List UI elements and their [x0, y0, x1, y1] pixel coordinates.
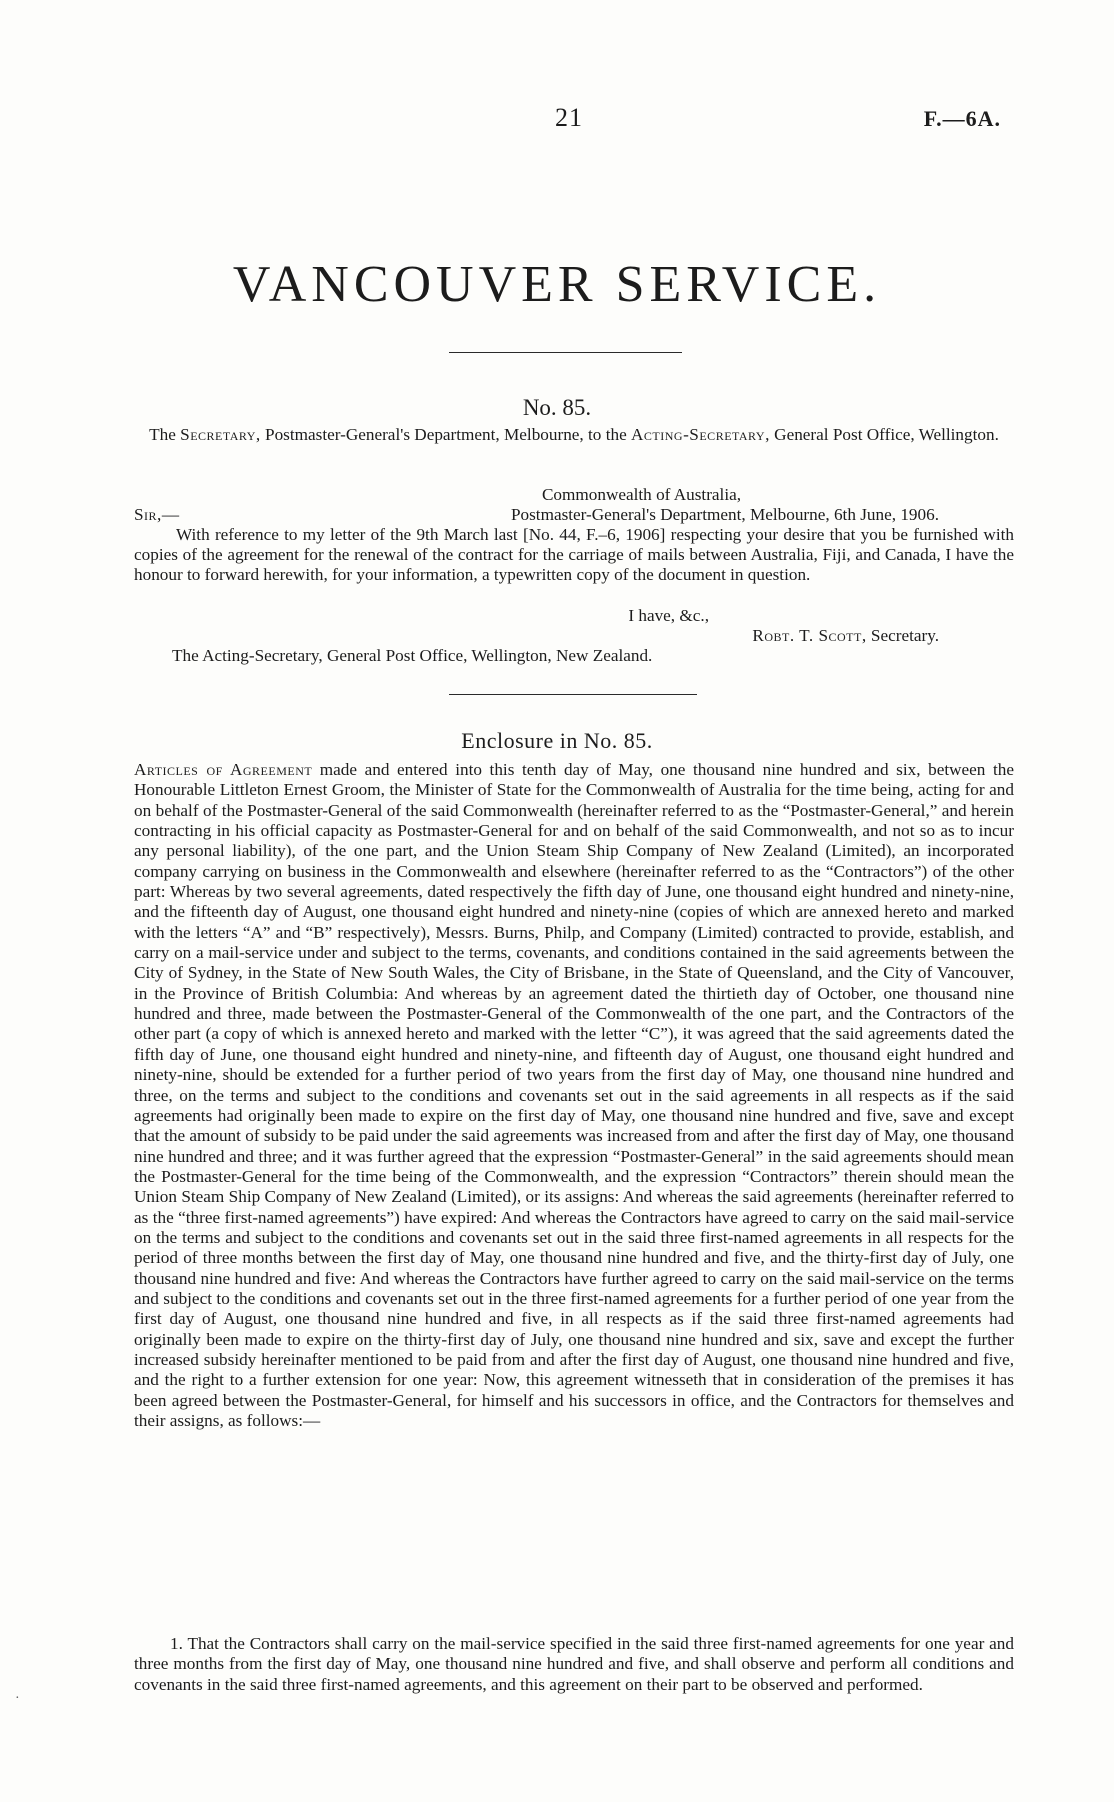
signature-title: Secretary.: [866, 626, 939, 646]
heading-end: General Post Office, Wellington.: [769, 425, 999, 444]
signature-name: Robt. T. Scott,: [752, 626, 867, 646]
letter-body: With reference to my letter of the 9th March last [No. 44, F.–6, 1906] respecting your desire that you be furnished with copies of the agreement for the renewal of the contract for the carriage of mails between Australia, Fiji, and Canada, I have the honour to forward herewith, for your information, a typewritten copy of the document in question.: [134, 525, 1014, 585]
heading-sender: Secretary,: [180, 425, 261, 444]
salutation: Sir,—: [134, 505, 180, 524]
enclosure-opening: Articles of Agreement: [134, 760, 313, 779]
address-line-1: Commonwealth of Australia,: [541, 485, 742, 504]
sender-address: [134, 485, 1014, 525]
heading-prefix: The: [149, 425, 181, 444]
enclosure-heading: Enclosure in No. 85.: [461, 728, 653, 753]
heading-recipient: Acting-Secretary,: [631, 425, 770, 444]
letter-number: No. 85.: [522, 395, 592, 420]
page-number: 21: [555, 103, 583, 132]
signature: [134, 626, 939, 646]
divider-rule: [449, 694, 697, 695]
letter-heading: [134, 425, 1014, 445]
address-line-2: Postmaster-General's Department, Melbourne, 6th June, 1906.: [510, 505, 939, 525]
enclosure-body: [134, 760, 1014, 1431]
divider-rule: [449, 352, 682, 353]
enclosure-text: made and entered into this tenth day of May, one thousand nine hundred and six, between the Honourable Littleton Ernest Groom, the Minister of State for the Commonwealth of Australia for the time being, acting for and on behalf of the Postmaster-General of the said Commonwealth (hereinafter referred to as the “Postmaster-General,” and herein contracting in his official capacity as Postmaster-General for and on behalf of the said Commonwealth, and not so as to incur any personal liability), of the one part, and the Union Steam Ship Company of New Zealand (Limited), an incorporated company carrying on business in the Commonwealth and elsewhere (hereinafter referred to as the “Contractors”) of the other part: Whereas by two several agreements, dated respectively the fifth day of June, one thousand eight hundred and ninety-nine, and the fifteenth day of August, one thousand eight hundred and ninety-nine (copies of which are annexed hereto and marked with the letters “A” and “B” respectively), Messrs. Burns, Philp, and Company (Limited) contracted to provide, establish, and carry on a mail-service under and subject to the terms, covenants, and conditions contained in the said agreements between the City of Sydney, in the State of New South Wales, the City of Brisbane, in the State of Queensland, and the City of Vancouver, in the Province of British Columbia: And whereas by an agreement dated the thirtieth day of October, one thousand nine hundred and three, made between the Postmaster-General of the Commonwealth of the one part, and the Contractors of the other part (a copy of which is annexed hereto and marked with the letter “C”), it was agreed that the said agreements dated the fifth day of June, one thousand eight hundred and ninety-nine, and fifteenth day of August, one thousand eight hundred and ninety-nine, should be extended for a further period of two years from the first day of May, one thousand nine hundred and three, on the terms and subject to the conditions and covenants set out in the said agreements in all respects as if the said agreements had originally been made to expire on the first day of May, one thousand nine hundred and five, save and except that the amount of subsidy to be paid under the said agreements was increased from and after the first day of May, one thousand nine hundred and three; and it was further agreed that the expression “Postmaster-General” in the said agreements should mean the Postmaster-General for the time being of the Commonwealth, and the expression “Contractors” therein should mean the Union Steam Ship Company of New Zealand (Limited), or its assigns: And whereas the said agreements (hereinafter referred to as the “three first-named agreements”) have expired: And whereas the Contractors have agreed to carry on the said mail-service on the terms and subject to the conditions and covenants set out in the said three first-named agreements in all respects for the period of three months between the first day of May, one thousand nine hundred and five, and the thirty-first day of July, one thousand nine hundred and five: And whereas the Contractors have further agreed to carry on the said mail-service on the terms and subject to the conditions and covenants set out in the three first-named agreements for a further period of one year from the first day of August, one thousand nine hundred and five, in all respects as if the said three first-named agreements had originally been made to expire on the thirty-first day of July, one thousand nine hundred and six, save and except the further increased subsidy hereinafter mentioned to be paid from and after the first day of August, one thousand nine hundred and five, and the right to a further extension for one year: Now, this agreement witnesseth that in consideration of the premises it has been agreed between the Postmaster-General, for himself and his successors in office, and the Contractors for themselves and their assigns, as follows:—: [134, 760, 1014, 1430]
margin-mark: ·: [15, 1691, 20, 1706]
clause-1: 1. That the Contractors shall carry on the mail-service specified in the said three first-named agreements for one year and three months from the first day of May, one thousand nine hundred and five, and shall observe and perform all conditions and covenants in the said three first-named agreements, and this agreement on their part to be observed and performed.: [134, 1634, 1014, 1694]
addressee: The Acting-Secretary, General Post Office, Wellington, New Zealand.: [172, 646, 653, 665]
signature-block: [134, 606, 1014, 646]
closing: I have, &c.,: [628, 606, 709, 625]
page-title: VANCOUVER SERVICE.: [232, 256, 882, 313]
document-reference: F.—6A.: [923, 106, 1001, 131]
heading-middle: Postmaster-General's Department, Melbourne, to the: [260, 425, 631, 444]
